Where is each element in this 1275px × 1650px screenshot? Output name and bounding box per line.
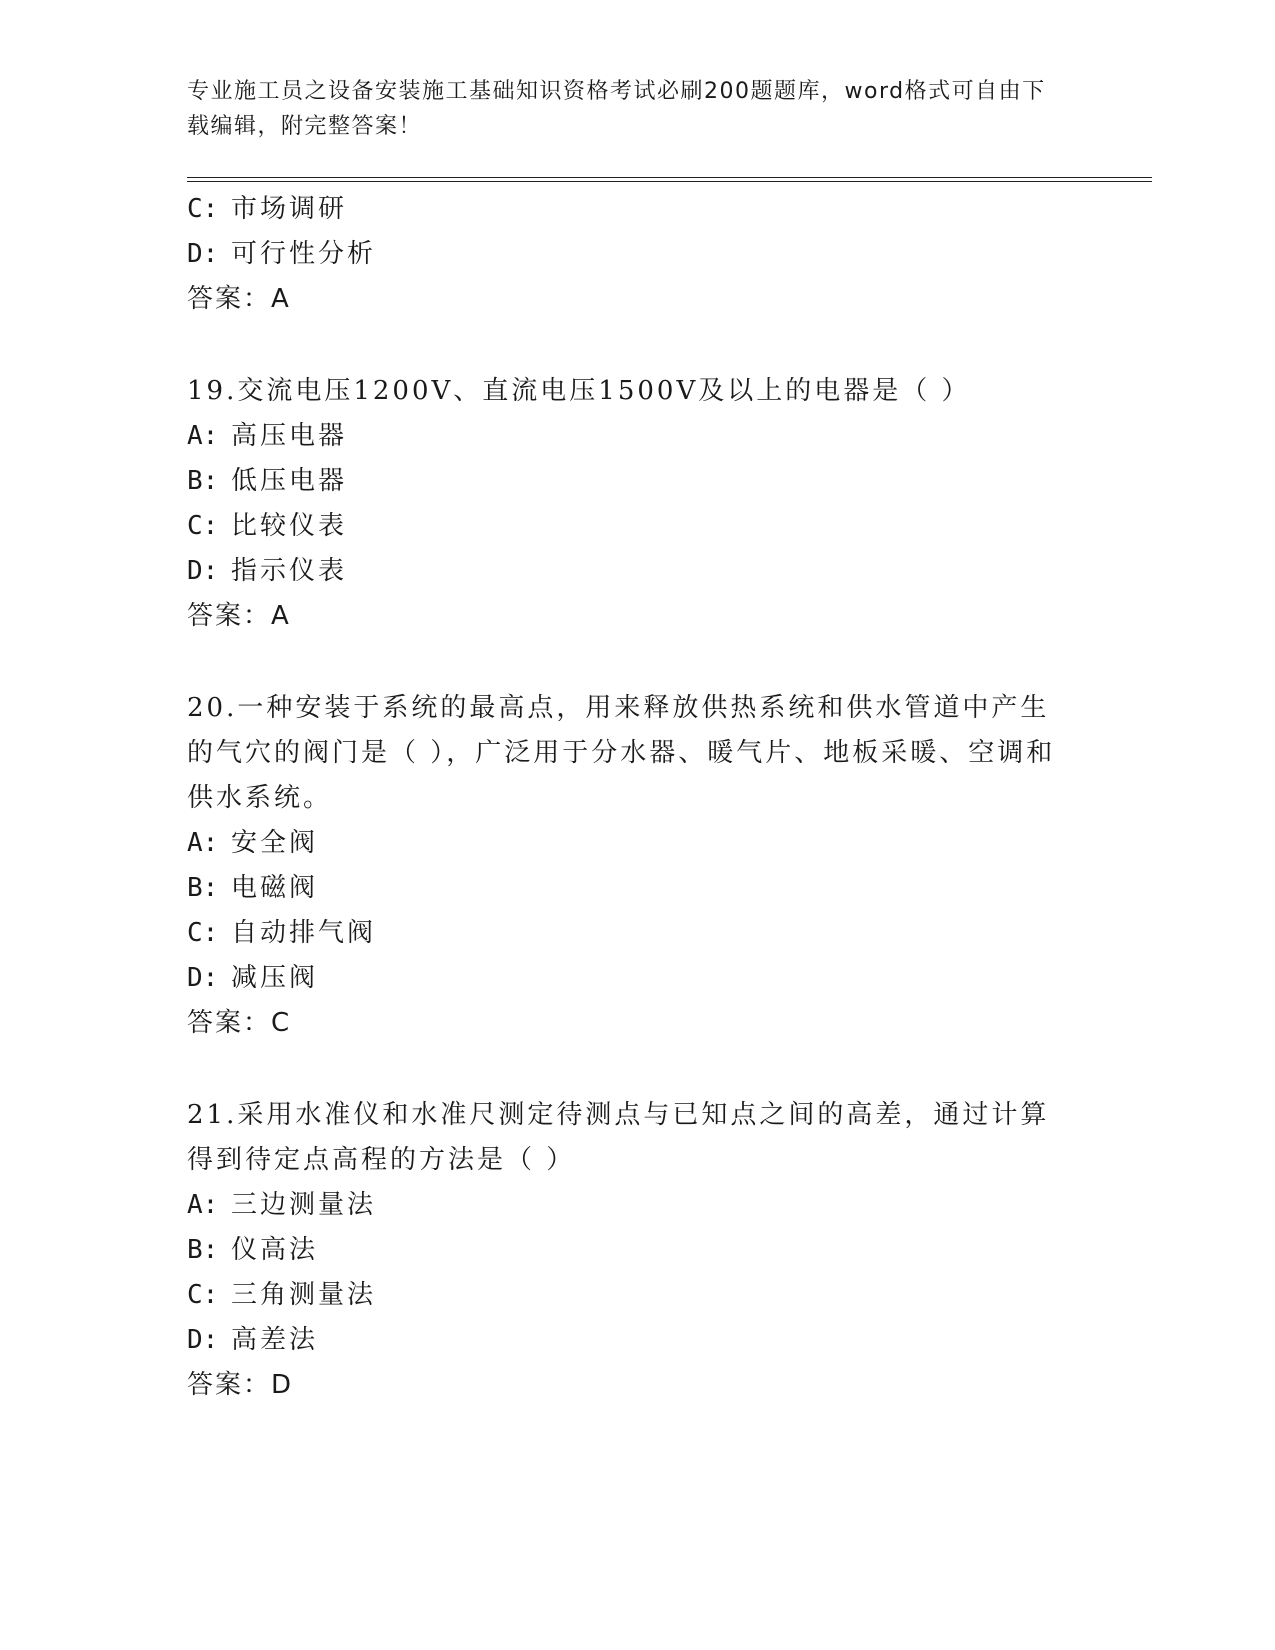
question-list: [187, 187, 1077, 1408]
option-a: A: 高压电器: [187, 421, 348, 451]
answer: 答案：D: [187, 1370, 294, 1400]
option-d: D: 可行性分析: [187, 239, 377, 269]
option-d: D: 减压阀: [187, 963, 319, 993]
option-d: D: 指示仪表: [187, 556, 348, 586]
header-rule-bottom: [187, 181, 1152, 182]
option-a: A: 三边测量法: [187, 1190, 377, 1220]
answer: 答案：A: [187, 284, 291, 314]
option-a: A: 安全阀: [187, 828, 319, 858]
option-c: C: 三角测量法: [187, 1280, 377, 1310]
option-c: C: 比较仪表: [187, 511, 348, 541]
option-c: C: 市场调研: [187, 194, 348, 224]
option-d: D: 高差法: [187, 1325, 319, 1355]
option-b: B: 电磁阀: [187, 873, 319, 903]
document-header: 专业施工员之设备安装施工基础知识资格考试必刷200题题库，word格式可自由下载编辑，附完整答案！: [187, 79, 1046, 139]
header-rule-top: [187, 177, 1152, 178]
option-b: B: 低压电器: [187, 466, 348, 496]
question-text: 19.交流电压1200V、直流电压1500V及以上的电器是（ ）: [187, 376, 971, 406]
question-block: [187, 1093, 1077, 1408]
question-text: 20.一种安装于系统的最高点，用来释放供热系统和供水管道中产生的气穴的阀门是（ ），广泛用于分水器、暖气片、地板采暖、空调和供水系统。: [187, 693, 1056, 813]
question-text: 21.采用水准仪和水准尺测定待测点与已知点之间的高差，通过计算得到待定点高程的方法是（ ）: [187, 1100, 1050, 1175]
option-b: B: 仪高法: [187, 1235, 319, 1265]
option-c: C: 自动排气阀: [187, 918, 377, 948]
continued-question: [187, 187, 1077, 322]
answer: 答案：A: [187, 601, 291, 631]
question-block: [187, 369, 1077, 639]
question-block: [187, 686, 1077, 1046]
answer: 答案：C: [187, 1008, 292, 1038]
